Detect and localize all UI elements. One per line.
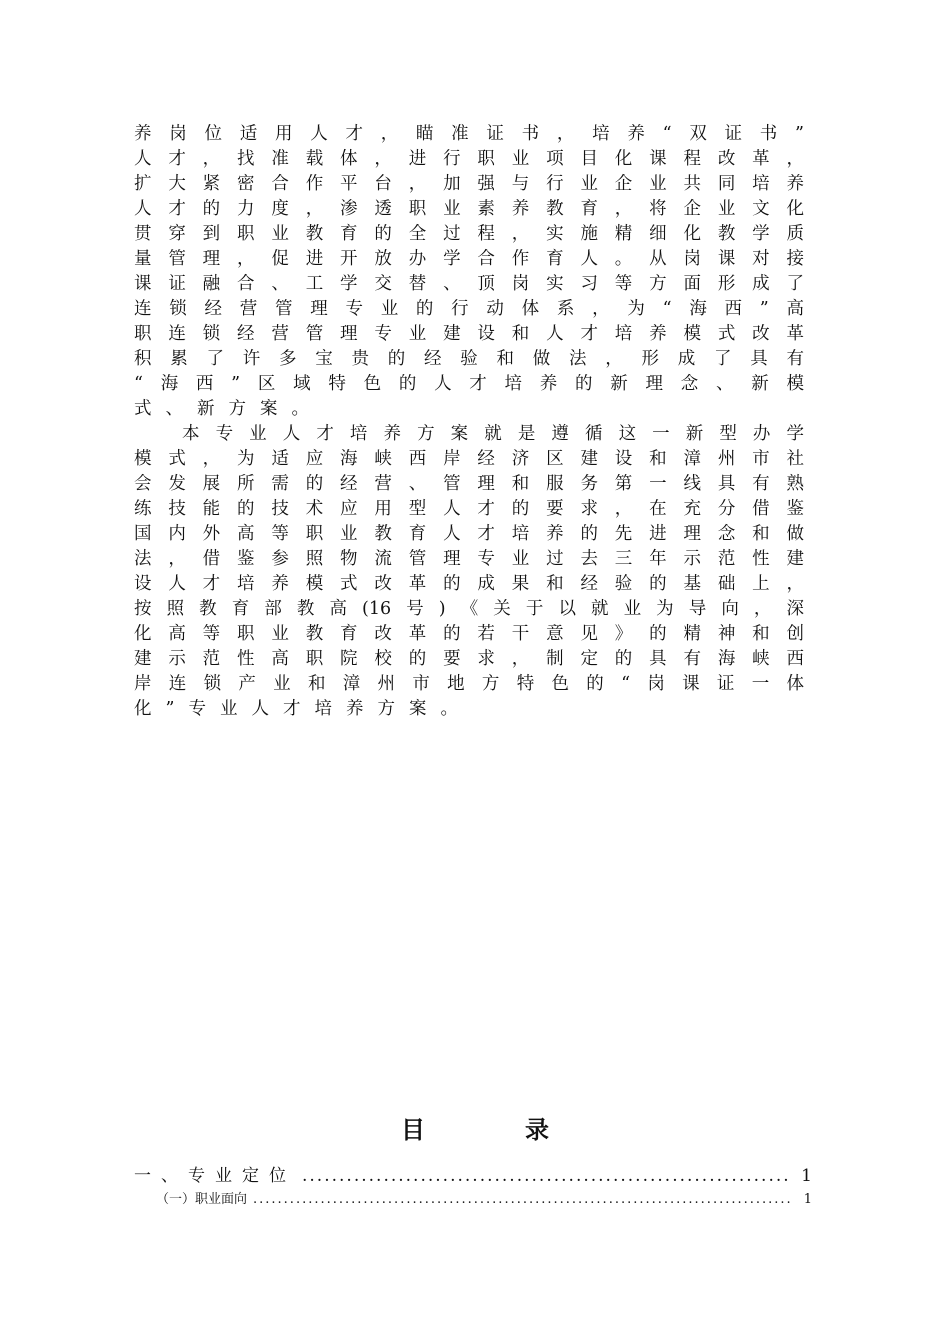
text-line: 职连锁经营管理专业建设和人才培养模式改革 [134, 324, 804, 344]
table-of-contents [134, 1163, 812, 1211]
toc-entry[interactable] [134, 1189, 812, 1211]
body-text [134, 122, 804, 722]
toc-leader-dots [302, 1163, 792, 1189]
text-line: 人才的力度，渗透职业素养教育，将企业文化 [134, 199, 804, 219]
text-line: 国内外高等职业教育人才培养的先进理念和做 [134, 524, 804, 544]
text-line: 设人才培养模式改革的成果和经验的基础上， [134, 574, 804, 594]
text-line: 练技能的技术应用型人才的要求，在充分借鉴 [134, 499, 804, 519]
text-line: 岸连锁产业和漳州市地方特色的“岗课证一体 [134, 674, 804, 694]
toc-entry[interactable] [134, 1163, 812, 1189]
text-line: 积累了许多宝贵的经验和做法，形成了具有 [134, 349, 804, 369]
text-line: 人才，找准载体，进行职业项目化课程改革， [134, 149, 804, 169]
text-line: 法，借鉴参照物流管理专业过去三年示范性建 [134, 549, 804, 569]
text-line: 贯穿到职业教育的全过程，实施精细化教学质 [134, 224, 804, 244]
text-line: 式、新方案。 [134, 399, 323, 419]
toc-entry-page: 1 [801, 1166, 812, 1186]
text-line: “海西”区域特色的人才培养的新理念、新模 [134, 374, 804, 394]
text-line: 量管理，促进开放办学合作育人。从岗课对接 [134, 249, 804, 269]
text-line: 会发展所需的经营、管理和服务第一线具有熟 [134, 474, 804, 494]
text-line: 课证融合、工学交替、顶岗实习等方面形成了 [134, 274, 804, 294]
toc-title: 目录 [401, 1116, 649, 1144]
text-line: 化高等职业教育改革的若干意见》的精神和创 [134, 624, 804, 644]
text-line: 按照教育部教高(16号)《关于以就业为导向，深 [134, 599, 804, 619]
text-line: 模式，为适应海峡西岸经济区建设和漳州市社 [134, 449, 804, 469]
text-line: 化”专业人才培养方案。 [134, 699, 472, 719]
toc-entry-label: 一、专业定位 [134, 1166, 296, 1186]
text-line: 建示范性高职院校的要求，制定的具有海峡西 [134, 649, 804, 669]
toc-leader-dots [253, 1189, 792, 1211]
text-line: 本专业人才培养方案就是遵循这一新型办学 [182, 424, 804, 444]
toc-entry-page: 1 [803, 1192, 812, 1207]
text-line: 连锁经营管理专业的行动体系，为“海西”高 [134, 299, 804, 319]
text-line: 养岗位适用人才，瞄准证书，培养“双证书” [134, 124, 804, 144]
toc-entry-label: （一）职业面向 [156, 1192, 248, 1207]
text-line: 扩大紧密合作平台，加强与行业企业共同培养 [134, 174, 804, 194]
